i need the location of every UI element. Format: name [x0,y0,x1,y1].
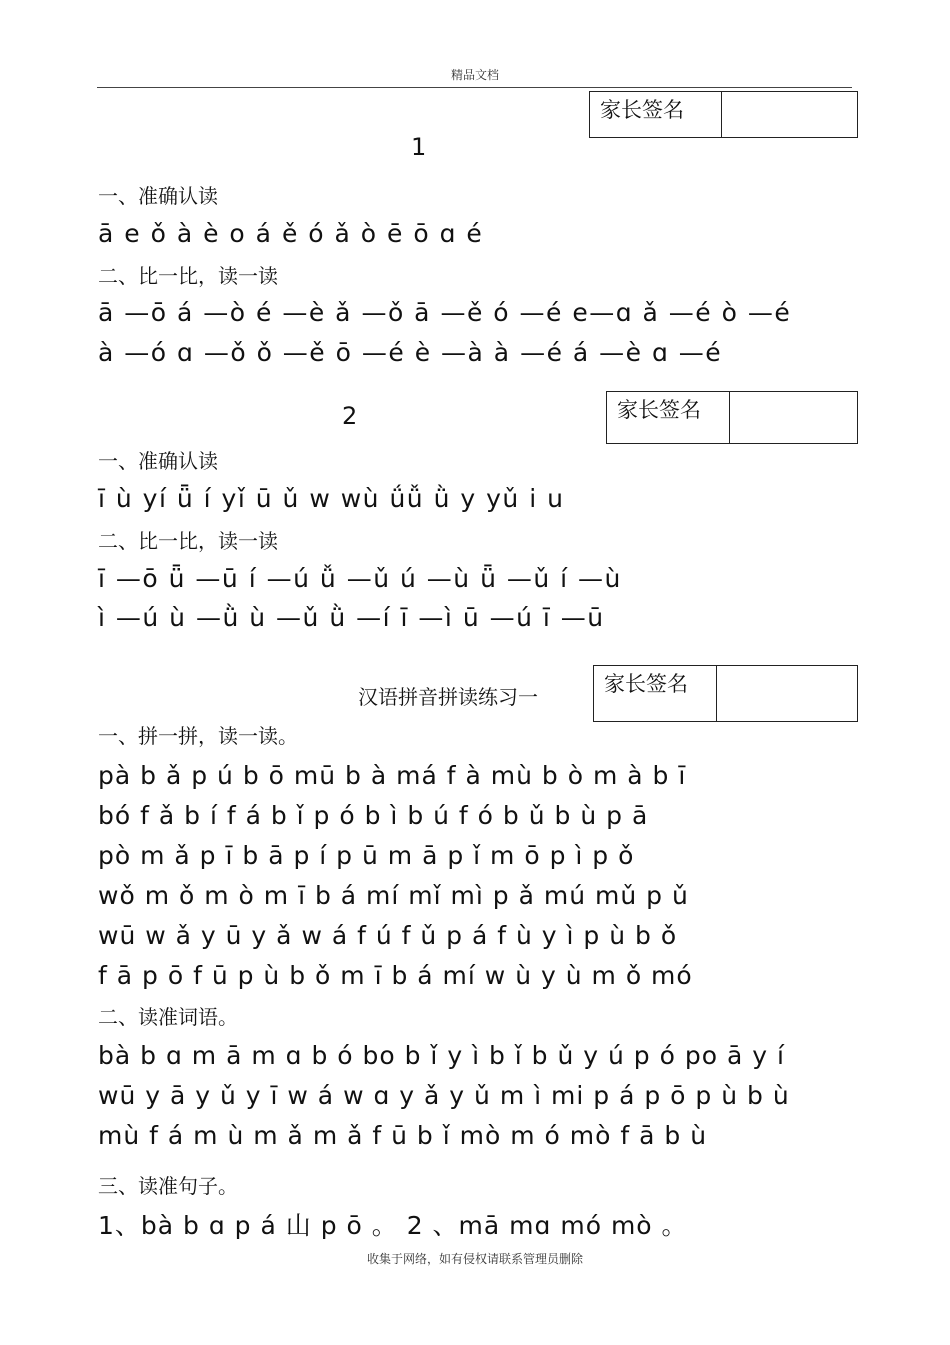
signature-field[interactable] [722,92,857,137]
lesson-1-section-1: 一、准确认读 [98,184,218,208]
page-header: 精品文档 [450,68,499,82]
practice-line-2: bó f ǎ b í f á b ǐ p ó b ì b ú f ó b ǔ b ù p ā [98,801,649,830]
lesson-2-line-2: ī —ō ǖ —ū í —ú ǚ —ǔ ú —ù ǖ —ǔ í —ù [98,564,622,593]
lesson-1-line-1: ā e ǒ à è o á ě ó ǎ ò ē ō ɑ é [98,219,484,248]
lesson-1-number: 1 [411,133,427,161]
practice-title: 汉语拼音拼读练习一 [358,685,538,709]
signature-label: 家长签名 [594,666,717,721]
practice-line-5: wū w ǎ y ū y ǎ w á f ú f ǔ p á f ù y ì p ù b ǒ [98,921,678,950]
words-line-3: mù f á m ù m ǎ m ǎ f ū b ǐ mò m ó mò f ā b ù [98,1121,708,1150]
parent-signature-box-2 [606,391,858,444]
parent-signature-box-3 [593,665,858,722]
header-rule [97,87,852,88]
lesson-2-line-1: ī ù yí ǖ í yǐ ū ǔ w wù ǘǚ ǜ y yǔ i u [98,484,565,513]
lesson-1-line-2: ā —ō á —ò é —è ǎ —ǒ ā —ě ó —é e—ɑ ǎ —é ò —é [98,298,792,327]
page-footer: 收集于网络，如有侵权请联系管理员删除 [366,1252,583,1266]
lesson-1-section-2: 二、比一比，读一读 [98,264,278,288]
lesson-2-section-1: 一、准确认读 [98,449,218,473]
lesson-2-section-2: 二、比一比，读一读 [98,529,278,553]
practice-line-4: wǒ m ǒ m ò m ī b á mí mǐ mì p ǎ mú mǔ p ǔ [98,881,689,910]
lesson-2-number: 2 [342,402,358,430]
words-line-1: bà b ɑ m ā m ɑ b ó bo b ǐ y ì b ǐ b ǔ y ú p ó po ā y í [98,1041,785,1070]
practice-line-3: pò m ǎ p ī b ā p í p ū m ā p ǐ m ō p ì p ǒ [98,841,635,870]
parent-signature-box-1 [589,91,858,138]
practice-line-1: pà b ǎ p ú b ō mū b à má f à mù b ò m à b ī [98,761,687,790]
lesson-2-line-3: ì —ú ù —ǜ ù —ǔ ǜ —í ī —ì ū —ú ī —ū [98,603,605,632]
signature-label: 家长签名 [607,392,730,443]
signature-field[interactable] [730,392,857,443]
signature-field[interactable] [717,666,857,721]
practice-section-1: 一、拼一拼，读一读。 [98,724,298,748]
sentence-line: 1、bà b ɑ p á 山 p ō 。 2 、mā mɑ mó mò 。 [98,1211,688,1240]
signature-label: 家长签名 [590,92,722,137]
practice-section-3: 三、读准句子。 [98,1174,238,1198]
practice-line-6: f ā p ō f ū p ù b ǒ m ī b á mí w ù y ù m ǒ mó [98,961,693,990]
practice-section-2: 二、读准词语。 [98,1005,238,1029]
words-line-2: wū y ā y ǔ y ī w á w ɑ y ǎ y ǔ m ì mi p á p ō p ù b ù [98,1081,790,1110]
lesson-1-line-3: à —ó ɑ —ǒ ǒ —ě ō —é è —à à —é á —è ɑ —é [98,338,723,367]
